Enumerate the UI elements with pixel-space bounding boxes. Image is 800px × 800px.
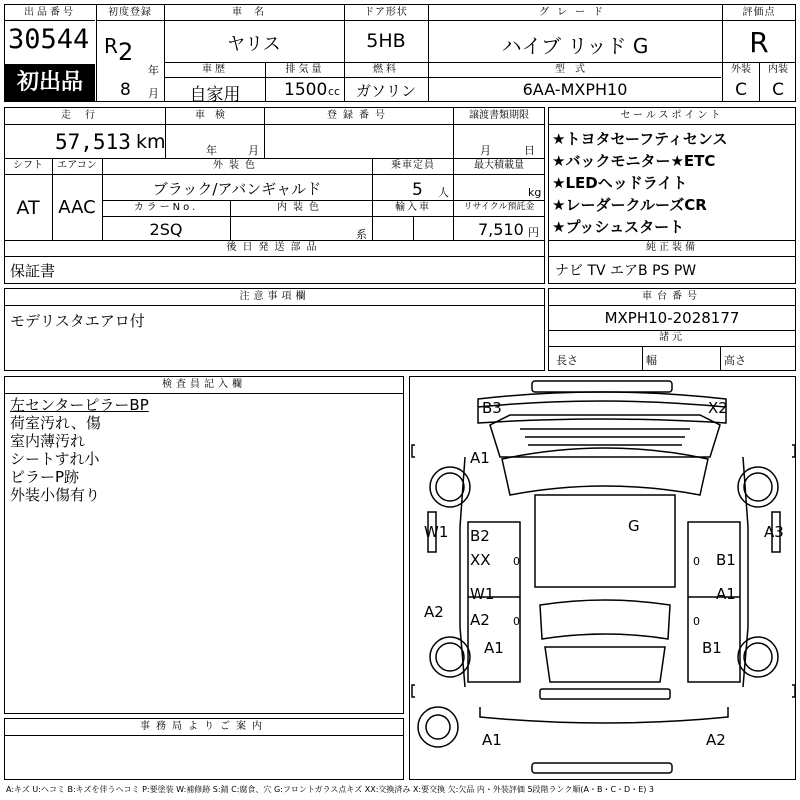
inspector-line-6: 外装小傷有り (10, 486, 101, 504)
inspection-month-unit: 月 (248, 144, 259, 157)
ext-color-label: 外装色 (213, 160, 261, 171)
history-label: 車歴 (202, 64, 228, 75)
score-label: 評価点 (742, 7, 776, 18)
later-parts-label: 後日発送部品 (226, 242, 323, 253)
mark-zero-2: 0 (513, 615, 520, 628)
inspector-line-3: 室内薄汚れ (10, 432, 86, 450)
month-unit: 月 (148, 87, 159, 100)
mark-b2: B2 (470, 527, 490, 545)
exterior-score: C (735, 80, 747, 100)
mark-b3: B3 (482, 399, 502, 417)
history: 自家用 (189, 85, 241, 105)
mark-xx: XX (470, 551, 491, 569)
transfer-day-unit: 日 (524, 144, 535, 157)
displacement-label: 排気量 (285, 64, 325, 75)
legend: A:キズ U:ヘコミ B:キズを伴うヘコミ P:要塗装 W:補修跡 S:錆 C:腐食、穴 G:フロントガラス点キズ XX:交換済み X:要交換 欠:欠品 内・外装評価 5段階ランク順(A・B・C・D・E) 3 (6, 785, 655, 794)
year-unit: 年 (148, 64, 159, 77)
inspector-line-4: シートすれ小 (10, 450, 100, 468)
capacity-label: 乗車定員 (391, 160, 435, 171)
width-label: 幅 (646, 354, 657, 367)
shift: AT (16, 197, 40, 219)
car-name: ヤリス (227, 34, 281, 55)
inspector-line-1: 左センターピラーBP (10, 396, 149, 414)
mark-b1-rear-right: B1 (702, 639, 722, 657)
mark-b1-right: B1 (716, 551, 736, 569)
sales-points-label: セールスポイント (620, 110, 724, 121)
mark-x2: X2 (708, 399, 728, 417)
grade-label: グレード (539, 7, 611, 18)
transfer-month-unit: 月 (480, 144, 491, 157)
mark-a3: A3 (764, 523, 784, 541)
int-color-label: 内装色 (277, 202, 325, 213)
office-label: 事務局よりご案内 (140, 721, 268, 732)
max-load-unit: kg (528, 186, 542, 199)
first-listing-badge: 初出品 (5, 64, 95, 101)
chassis-number: MXPH10-2028177 (604, 309, 740, 327)
era: R (104, 34, 118, 58)
interior-label: 内装 (768, 64, 788, 75)
mark-a2-bottom: A2 (706, 731, 726, 749)
mark-w1-left: W1 (424, 523, 449, 541)
inspector-line-2: 荷室汚れ、傷 (10, 414, 101, 432)
sales-point-5: ★プッシュスタート (552, 218, 685, 236)
interior-score: C (772, 80, 784, 100)
grade: ハイブ リッド G (501, 34, 649, 58)
damage-diagram (409, 376, 796, 780)
ext-color: ブラック/アバンギャルド (152, 180, 322, 198)
height-label: 高さ (724, 354, 746, 367)
mark-a1-right: A1 (716, 585, 736, 603)
car-name-label: 車名 (232, 7, 276, 18)
transfer-docs-label: 譲渡書類期限 (469, 110, 529, 121)
inspection-year-unit: 年 (206, 144, 217, 157)
recycle: 7,510 (478, 220, 524, 239)
lot-number-label: 出品番号 (24, 7, 76, 18)
inspector-line-5: ピラーP跡 (10, 468, 80, 486)
sales-point-4: ★レーダークルーズCR (552, 196, 707, 214)
int-color-unit: 系 (356, 228, 367, 241)
dims-label: 諸元 (659, 332, 685, 343)
color-no: 2SQ (149, 220, 183, 239)
inspector-label: 検査員記入欄 (162, 379, 246, 390)
mark-a1-rear-left: A1 (484, 639, 504, 657)
equipment-label: 純正装備 (646, 242, 698, 253)
fuel-label: 燃料 (373, 64, 399, 75)
reg-month: 8 (120, 80, 131, 100)
mileage-unit: km (136, 131, 166, 153)
length-label: 長さ (556, 354, 578, 367)
fuel: ガソリン (355, 82, 416, 100)
mileage: 57,513 (55, 130, 131, 154)
mark-zero-1: 0 (513, 555, 520, 568)
mark-zero-3: 0 (693, 555, 700, 568)
import-label: 輸入車 (395, 202, 431, 213)
reg-year: 2 (118, 38, 134, 66)
mark-a1-bottom: A1 (482, 731, 502, 749)
capacity: 5 (412, 180, 423, 200)
first-reg-label: 初度登録 (108, 7, 152, 18)
mark-a2-inner: A2 (470, 611, 490, 629)
exterior-label: 外装 (731, 64, 751, 75)
score: R (749, 26, 769, 59)
notes: モデリスタエアロ付 (10, 312, 145, 330)
recycle-label: リサイクル預託金 (463, 202, 535, 212)
lot-number: 30544 (8, 24, 90, 55)
door-label: ドア形状 (364, 7, 408, 18)
ac-label: エアコン (57, 160, 97, 171)
notes-label: 注意事項欄 (239, 291, 310, 302)
capacity-unit: 人 (438, 186, 449, 199)
door-type: 5HB (366, 30, 406, 52)
displacement-unit: cc (328, 85, 341, 98)
shift-label: シフト (13, 160, 43, 171)
car-outline-icon (410, 377, 797, 781)
displacement: 1500 (284, 80, 328, 100)
ac: AAC (58, 197, 96, 218)
mileage-label: 走行 (61, 110, 109, 121)
inspection-label: 車検 (195, 110, 235, 121)
mark-a1-front-left: A1 (470, 449, 490, 467)
mark-zero-4: 0 (693, 615, 700, 628)
model-label: 型式 (555, 64, 595, 75)
reg-number-label: 登録番号 (327, 110, 391, 121)
equipment: ナビ TV エアB PS PW (555, 263, 697, 279)
mark-g: G (628, 517, 640, 535)
recycle-unit: 円 (528, 226, 539, 239)
sales-point-3: ★LEDヘッドライト (552, 174, 688, 192)
color-no-label: カラーNo. (133, 202, 199, 213)
model: 6AA-MXPH10 (522, 80, 628, 99)
max-load-label: 最大積載量 (474, 160, 524, 171)
later-parts: 保証書 (10, 262, 56, 280)
sales-point-1: ★トヨタセーフティセンス (552, 130, 728, 148)
mark-w1-inner: W1 (470, 585, 495, 603)
chassis-label: 車台番号 (642, 291, 702, 302)
sales-point-2: ★バックモニター★ETC (552, 152, 716, 170)
mark-a2-left: A2 (424, 603, 444, 621)
